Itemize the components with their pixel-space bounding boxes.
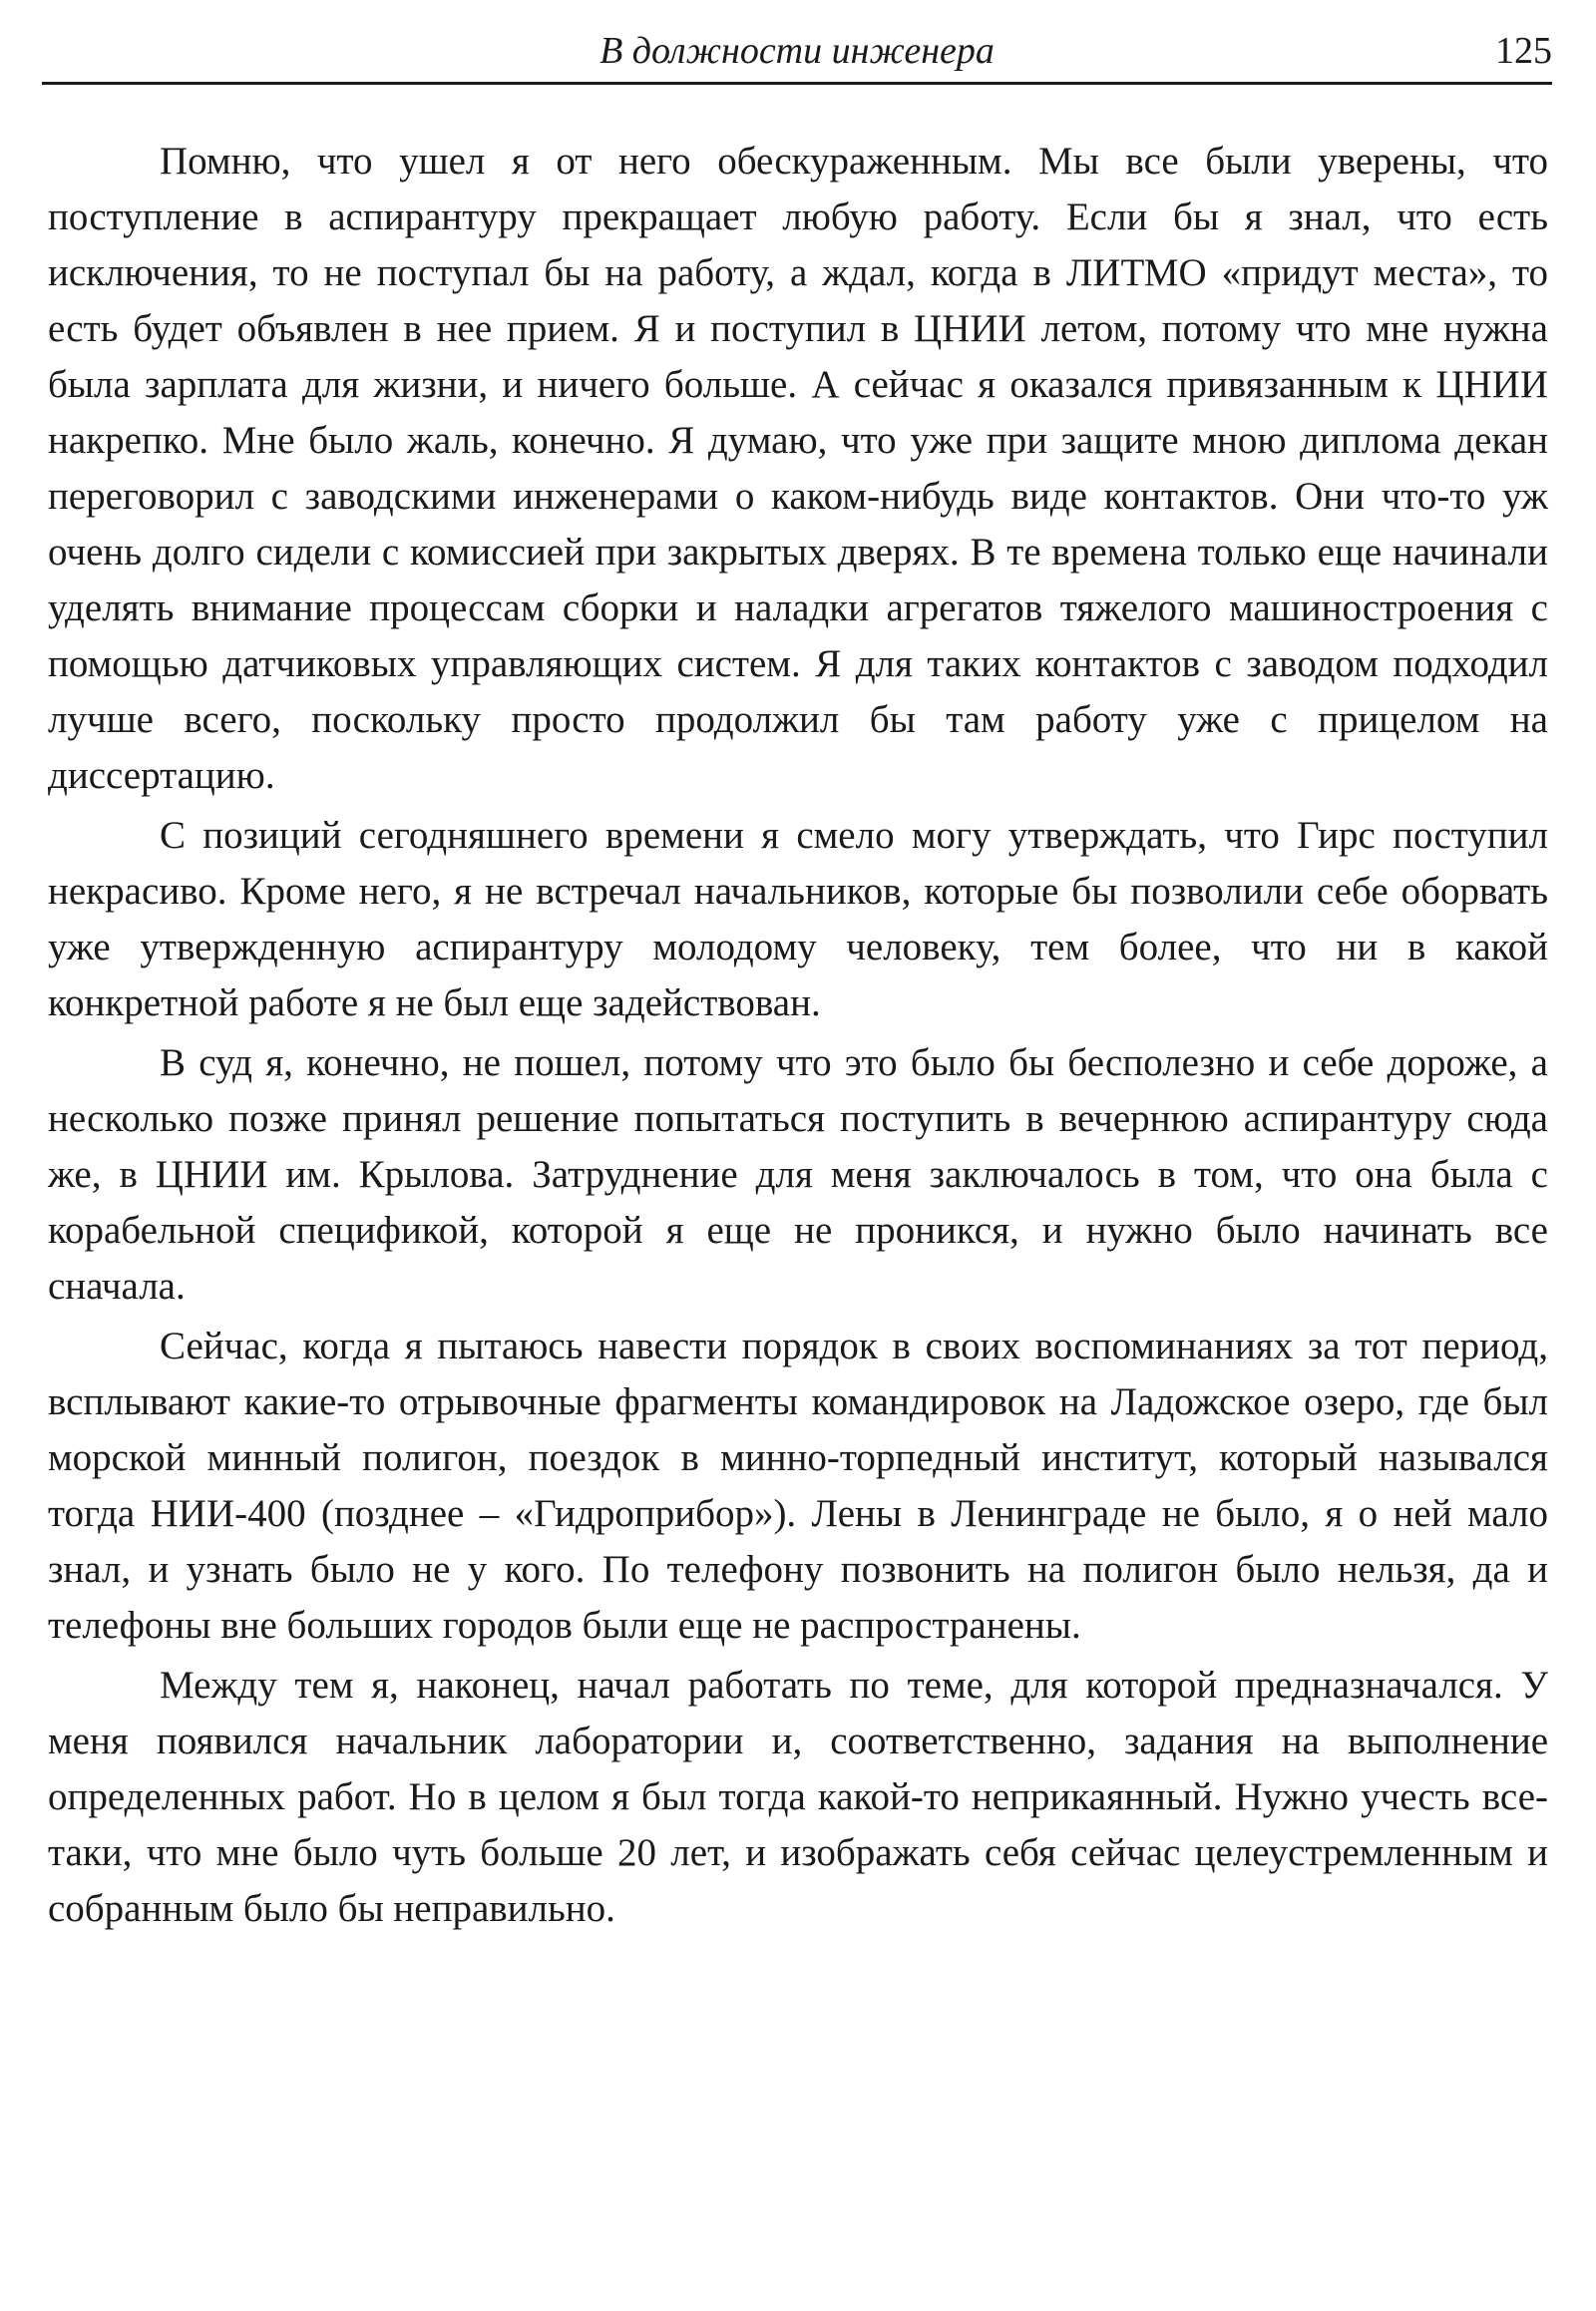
header-rule — [42, 82, 1552, 85]
paragraph-4: Сейчас, когда я пытаюсь навести порядок в своих воспоминаниях за тот период, всплывают какие-то отрывочные фрагменты командировок на Ладожское озеро, где был морской минный полигон, поездок в минно-торпедный институт, который назывался тогда НИИ-400 (позднее – «Гидроприбор»). Лены в Ленинграде не было, я о ней мало знал, и узнать было не у кого. По телефону позвонить на полигон было нельзя, да и телефоны вне больших городов были еще не распространены. — [48, 1325, 1548, 1647]
paragraph-3: В суд я, конечно, не пошел, потому что это было бы бесполезно и себе дороже, а несколько позже принял решение попытаться поступить в вечернюю аспирантуру сюда же, в ЦНИИ им. Крылова. Затруднение для меня заключалось в том, что она была с корабельной спецификой, которой я еще не проникся, и нужно было начинать все сначала. — [48, 1041, 1548, 1308]
paragraph-1: Помню, что ушел я от него обескураженным. Мы все были уверены, что поступление в аспирантуру прекращает любую работу. Если бы я знал, что есть исключения, то не поступал бы на работу, а ждал, когда в ЛИТМО «придут места», то есть будет объявлен в нее прием. Я и поступил в ЦНИИ летом, потому что мне нужна была зарплата для жизни, и ничего больше. А сейчас я оказался привязанным к ЦНИИ накрепко. Мне было жаль, конечно. Я думаю, что уже при защите мною диплома декан переговорил с заводскими инженерами о каком-нибудь виде контактов. Они что-то уж очень долго сидели с комиссией при закрытых дверях. В те времена только еще начинали уделять внимание процессам сборки и наладки агрегатов тяжелого машиностроения с помощью датчиковых управляющих систем. Я для таких контактов с заводом подходил лучше всего, поскольку просто продолжил бы там работу уже с прицелом на диссертацию. — [48, 140, 1548, 797]
page-number: 125 — [1495, 30, 1552, 72]
paragraph-5: Между тем я, наконец, начал работать по теме, для которой предназначался. У меня появился начальник лаборатории и, соответственно, задания на выполнение определенных работ. Но в целом я был тогда какой-то неприкаянный. Нужно учесть все-таки, что мне было чуть больше 20 лет, и изображать себя сейчас целеустремленным и собранным было бы неправильно. — [48, 1664, 1548, 1930]
running-head — [42, 26, 1552, 76]
paragraph-2: С позиций сегодняшнего времени я смело могу утверждать, что Гирс поступил некрасиво. Кроме него, я не встречал начальников, которые бы позволили себе оборвать уже утвержденную аспирантуру молодому человеку, тем более, что ни в какой конкретной работе я не был еще задействован. — [48, 814, 1548, 1024]
body-text — [48, 134, 1548, 1937]
running-title: В должности инженера — [599, 30, 995, 72]
